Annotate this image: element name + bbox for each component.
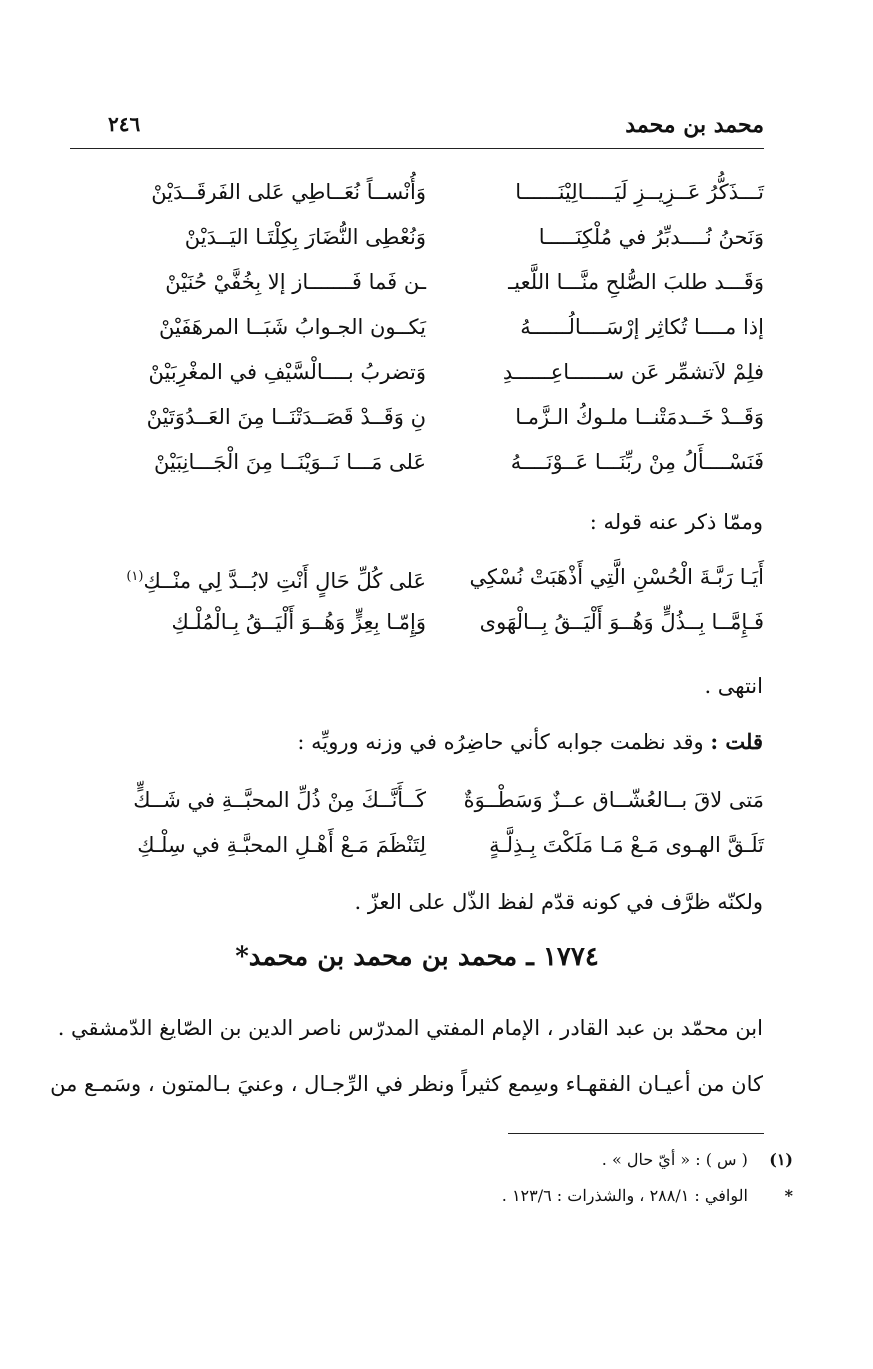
header-rule <box>70 148 764 149</box>
footnote-marker: (١) <box>126 569 144 584</box>
footnote-rule <box>508 1133 764 1134</box>
verse-first-hemistich: وَقَـــد طلبَ الصُّلحِ منَّـــا اللَّعيـ <box>508 270 764 294</box>
verse-first-hemistich: فَنَسْــــأَلُ مِنْ ربِّنَـــا عَــوْنَــــهُ <box>510 450 764 474</box>
intro-text: وقد نظمت جوابه كأني حاضِرُه في وزنه ورويِّه : <box>297 730 711 754</box>
verse-first-hemistich: تَـــذَكُّرُ عَــزِيــزِ لَيَـــــالِيْنَــــــا <box>515 180 764 204</box>
footnote-text: ( س ) : « أيّ حال » . <box>601 1150 748 1169</box>
verse-first-hemistich: إذا مــــا تُكاثِر إرْسَــــالُــــــهُ <box>520 315 764 339</box>
biography-line: ابن محمّد بن عبد القادر ، الإمام المفتي المدرّس ناصر الدين بن الصّايغ الدّمشقي . <box>57 1016 763 1040</box>
verse-first-hemistich: مَتى لاقَ بــالعُشّــاق عــزٌ وَسَطْــوَةٌ <box>463 788 764 812</box>
footnote-mark: * <box>784 1186 793 1205</box>
verse-line <box>100 557 764 602</box>
footnote <box>602 1150 793 1169</box>
intro-line <box>297 724 763 760</box>
verse-line <box>100 172 764 217</box>
verse-second-hemistich: لِتَنْظَمَ مَـعْ أَهْـلِ المحبَّـةِ في سِلْـكِ <box>137 833 426 857</box>
biography-title: ١٧٧٤ ـ محمد بن محمد بن محمد* <box>235 942 599 972</box>
verse-second-hemistich: وَنُعْطِى النُّضَارَ بِكِلْتَـا اليَــدَيْنْ <box>184 225 426 249</box>
header-title: محمد بن محمد <box>625 112 764 138</box>
verse-text: عَلى كُلِّ حَالٍ أَنْتِ لابُــدَّ لِي منْــكِ <box>143 569 426 593</box>
verse-first-hemistich: تَلَـقَّ الهـوى مَـعْ مَـا مَلَكْتَ بِـذِلَّـةٍ <box>489 833 764 857</box>
verse-line <box>100 780 764 825</box>
verse-first-hemistich: وَنَحنُ نُــــدبِّرُ في مُلْكِنَـــــا <box>538 225 764 249</box>
verse-second-hemistich: نِ وَقَــدْ قَصَــدَتْنَــا مِنَ العَــدُوَتَيْنْ <box>146 405 426 429</box>
verse-line <box>100 442 764 487</box>
intro-label: قلت : <box>710 729 763 754</box>
poem-third <box>100 780 764 870</box>
verse-line <box>100 397 764 442</box>
verse-first-hemistich: أَيَـا رَبَّـةَ الْحُسْنِ الَّتِي أَذْهَبَتْ نُسْكِي <box>469 565 764 589</box>
verse-line <box>100 825 764 870</box>
footnote-text: الوافي : ٢٨٨/١ ، والشذرات : ١٢٣/٦ . <box>501 1186 748 1205</box>
running-header <box>70 112 764 148</box>
poem-first <box>100 172 764 487</box>
verse-second-hemistich: عَلى مَـــا نَــوَيْنَــا مِنَ الْجَـــانِبَيْنْ <box>153 450 426 474</box>
verse-line <box>100 352 764 397</box>
closing-line: ولكنّه ظرَّف في كونه قدّم لفظ الذّل على العزّ . <box>354 890 763 914</box>
verse-second-hemistich: يَكــون الجـوابُ شَبَــا المرهَفَيْنْ <box>158 315 426 339</box>
footnote-mark: (١) <box>769 1150 793 1169</box>
verse-second-hemistich: كَــأَنَّــكَ مِنْ ذُلِّ المحبَّــةِ في شَــكٍّ <box>133 788 426 812</box>
verse-second-hemistich <box>106 557 426 601</box>
verse-second-hemistich: ـن فَما فَـــــــاز إلا بِخُفَّيْ حُنَيْنْ <box>165 270 426 294</box>
verse-first-hemistich: وَقَــدْ خَــدمَتْنــا ملـوكُ الـزَّمـا <box>515 405 764 429</box>
verse-second-hemistich: وَأُنْســاً نُعَــاطِي عَلى الفَرقَــدَيْنْ <box>151 180 426 204</box>
biography-line: كان من أعيـان الفقهـاء وسِمع كثيراً ونظر في الرِّجـال ، وعنيَ بـالمتون ، وسَمـع من <box>50 1072 763 1096</box>
page-number: ٢٤٦ <box>108 112 141 136</box>
verse-line <box>100 602 764 647</box>
verse-first-hemistich: فَـإِمَّــا بِــذُلٍّ وَهُــوَ أَلْيَــقُ بِــالْهَوى <box>479 610 764 634</box>
verse-line <box>100 217 764 262</box>
end-marker: انتهى . <box>704 674 763 698</box>
footnote <box>502 1186 793 1205</box>
verse-line <box>100 307 764 352</box>
verse-first-hemistich: فلِمْ لاَتشمِّر عَن ســــــاعِــــــدِ <box>502 360 764 384</box>
verse-line <box>100 262 764 307</box>
verse-second-hemistich: وَإِمّـا بِعِزٍّ وَهُــوَ أَلْيَــقُ بِـالْمُلْـكِ <box>171 610 426 634</box>
intro-line: وممّا ذكر عنه قوله : <box>589 510 763 534</box>
verse-second-hemistich: وَتضربُ بــــالْسَّيْفِ في المغْرِبَيْنْ <box>148 360 426 384</box>
poem-second <box>100 557 764 647</box>
